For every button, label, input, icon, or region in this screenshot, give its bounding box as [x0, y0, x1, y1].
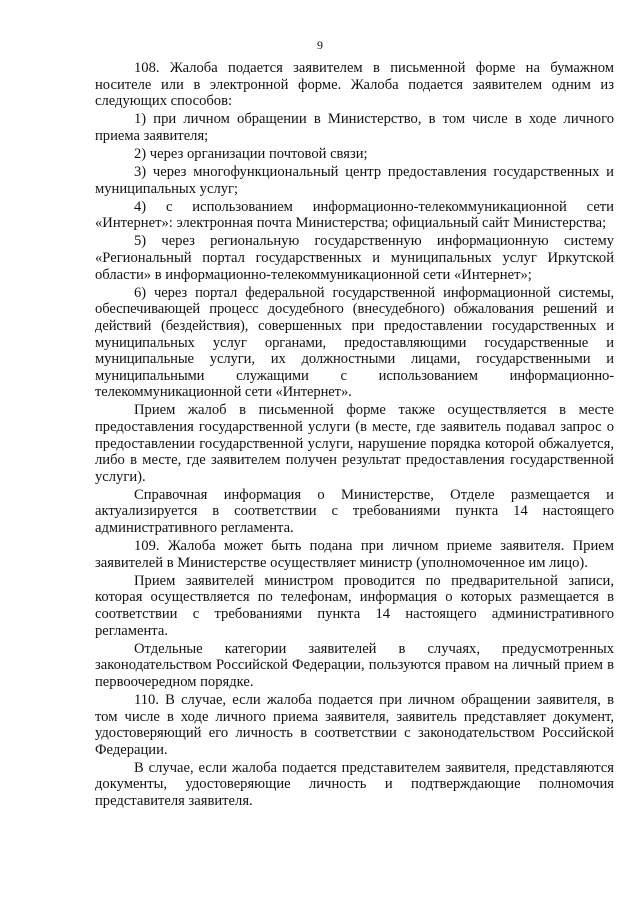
list-item-1: 1) при личном обращении в Министерство, в том числе в ходе личного приема заявителя; [95, 111, 614, 144]
list-item-4: 4) с использованием информационно-телекоммуникационной сети «Интернет»: электронная почта Министерства; официальный сайт Министерства; [95, 198, 614, 232]
paragraph-representative: В случае, если жалоба подается представителем заявителя, представляются документы, удостоверяющие личность и подтверждающие полномочия представителя заявителя. [95, 759, 614, 810]
list-item-5: 5) через региональную государственную информационную систему «Региональный портал государственных и муниципальных услуг Иркутской области» в информационно-телекоммуникационной сети «Интернет»; [95, 233, 614, 283]
paragraph-written-complaints: Прием жалоб в письменной форме также осуществляется в месте предоставления государственной услуги (в месте, где заявитель подавал запрос о предоставлении государственной услуги, нарушение порядка которой обжалуется, либо в месте, где заявителем получен результат предоставления государственной услуги). [95, 402, 614, 485]
page-number: 9 [317, 38, 323, 52]
paragraph-109: 109. Жалоба может быть подана при личном приеме заявителя. Прием заявителей в Министерстве осуществляет министр (уполномоченное им лицо). [95, 538, 614, 571]
paragraph-priority-categories: Отдельные категории заявителей в случаях, предусмотренных законодательством Российской Федерации, пользуются правом на личный прием в первоочередном порядке. [95, 640, 614, 690]
list-item-6: 6) через портал федеральной государственной информационной системы, обеспечивающей процесс досудебного (внесудебного) обжалования решений и действий (бездействия), совершенных при предоставлении государственных и муниципальных услуг органами, предоставляющими государственные и муниципальные услуги, их должностными лицами, государственными и муниципальными служащими с использованием информационно-телекоммуникационной сети «Интернет». [95, 284, 614, 401]
paragraph-110: 110. В случае, если жалоба подается при личном обращении заявителя, в том числе в ходе личного приема заявителя, заявитель представляет документ, удостоверяющий его личность в соответствии с законодательством Российской Федерации. [95, 691, 614, 758]
list-item-2: 2) через организации почтовой связи; [134, 145, 368, 162]
document-body [95, 60, 614, 811]
list-item-3: 3) через многофункциональный центр предоставления государственных и муниципальных услуг; [95, 164, 614, 197]
paragraph-108: 108. Жалоба подается заявителем в письменной форме на бумажном носителе или в электронной форме. Жалоба подается заявителем одним из следующих способов: [95, 60, 614, 110]
paragraph-reference-info: Справочная информация о Министерстве, Отделе размещается и актуализируется в соответствии с требованиями пункта 14 настоящего административного регламента. [95, 486, 614, 537]
paragraph-appointment: Прием заявителей министром проводится по предварительной записи, которая осуществляется по телефонам, информация о которых размещается в соответствии с требованиями пункта 14 настоящего административного регламента. [95, 572, 614, 639]
